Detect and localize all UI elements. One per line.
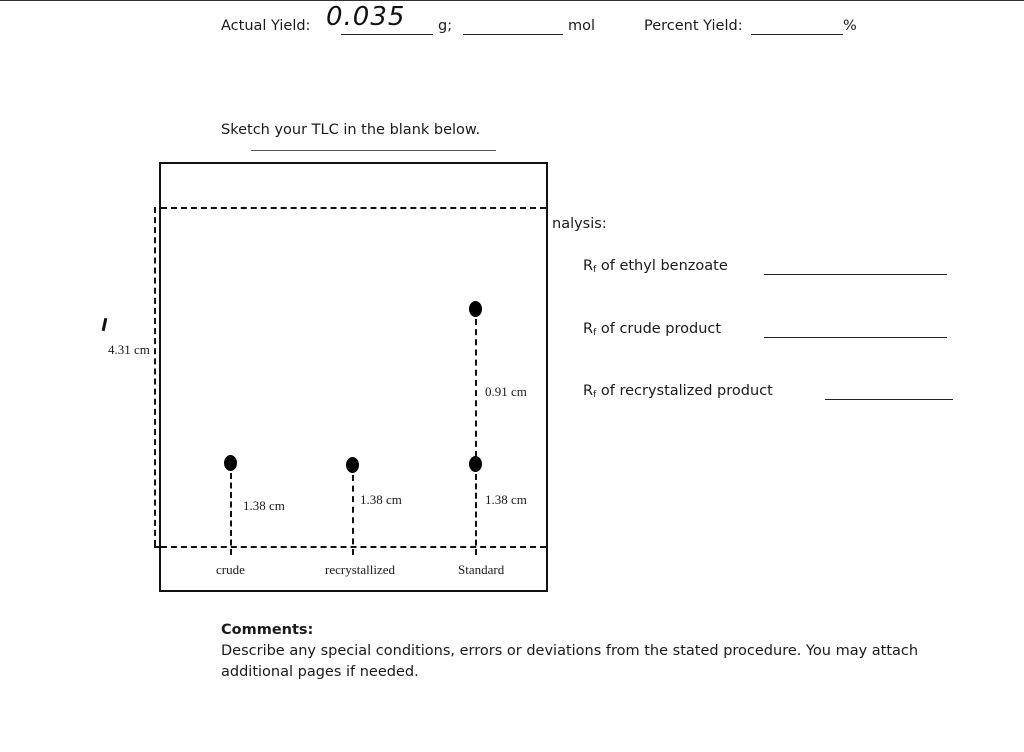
mol-unit: mol xyxy=(568,18,596,34)
grams-blank[interactable] xyxy=(341,22,433,35)
standard-lower-distance-line xyxy=(475,474,477,555)
comments-heading: Comments: xyxy=(221,622,314,638)
recrystallized-distance-label: 1.38 cm xyxy=(360,492,402,507)
crude-distance-label: 1.38 cm xyxy=(243,498,285,513)
rf-ethyl-benzoate-label: $R_f$ of ethyl benzoate xyxy=(583,258,728,275)
percent-yield-label: Percent Yield: xyxy=(644,18,743,34)
rf-crude-product-blank[interactable] xyxy=(764,325,947,338)
crude-distance-line xyxy=(230,473,232,555)
crude-spot xyxy=(224,455,237,471)
recrystallized-spot xyxy=(346,457,359,473)
crude-lane-label: crude xyxy=(216,562,245,577)
comments-instruction-line1: Describe any special conditions, errors or deviations from the stated procedure. You may attach xyxy=(221,643,919,659)
total-distance-label: 4.31 cm xyxy=(108,342,150,357)
recrystallized-distance-line xyxy=(352,475,354,555)
rf-ethyl-benzoate-blank[interactable] xyxy=(764,262,947,275)
actual-yield-label: Actual Yield: xyxy=(221,18,311,34)
solvent-front-line xyxy=(161,207,546,209)
rf-recrystalized-product-label: $R_f$ of recrystalized product xyxy=(583,383,773,400)
sketch-underline xyxy=(251,150,496,151)
percent-unit: % xyxy=(843,18,857,34)
grams-unit: g; xyxy=(438,18,453,34)
standard-lower-distance-label: 1.38 cm xyxy=(485,492,527,507)
sketch-instruction: Sketch your TLC in the blank below. xyxy=(221,122,481,138)
comments-instruction-line2: additional pages if needed. xyxy=(221,664,419,680)
standard-lane-label: Standard xyxy=(458,562,505,577)
standard-lower-spot xyxy=(469,456,482,472)
total-distance-cap xyxy=(154,546,162,548)
analysis-heading: nalysis: xyxy=(552,216,607,232)
rf-recrystalized-product-blank[interactable] xyxy=(825,387,953,400)
standard-upper-distance-label: 0.91 cm xyxy=(485,384,527,399)
total-distance-marker xyxy=(154,207,156,546)
standard-upper-spot xyxy=(469,301,482,317)
handwritten-yield-value: 0.035 xyxy=(326,2,406,32)
percent-blank[interactable] xyxy=(751,22,843,35)
standard-upper-distance-line xyxy=(475,319,477,457)
page-top-border xyxy=(0,0,1024,1)
pen-stroke-mark xyxy=(102,318,108,331)
rf-crude-product-label: $R_f$ of crude product xyxy=(583,321,722,338)
recrystallized-lane-label: recrystallized xyxy=(325,562,396,577)
mol-blank[interactable] xyxy=(463,22,563,35)
